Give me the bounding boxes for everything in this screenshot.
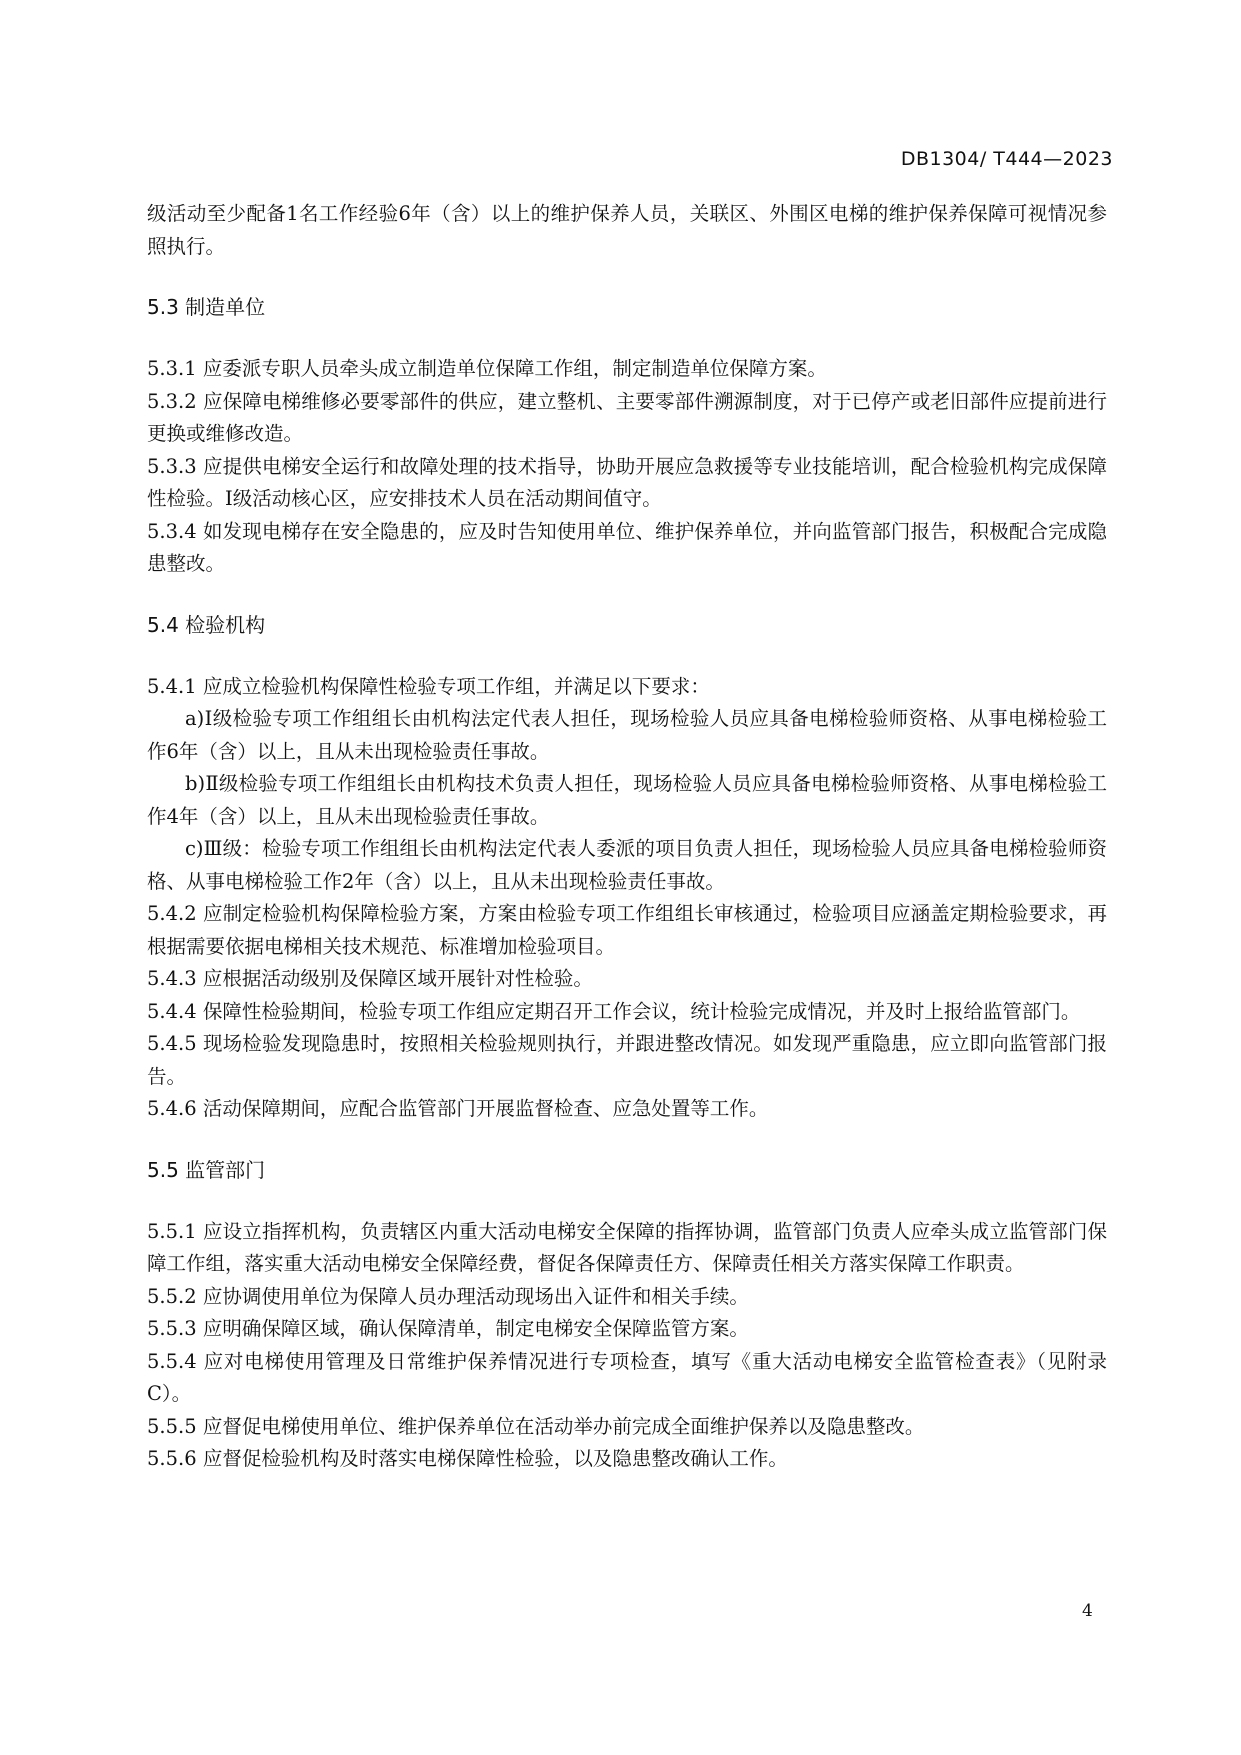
clause-5-5-1: 5.5.1 应设立指挥机构，负责辖区内重大活动电梯安全保障的指挥协调，监管部门负责人应牵头成立监管部门保障工作组，落实重大活动电梯安全保障经费，督促各保障责任方、保障责任相关方落实保障工作职责。 (147, 1219, 1107, 1275)
clause-5-5-5: 5.5.5 应督促电梯使用单位、维护保养单位在活动举办前完成全面维护保养以及隐患整改。 (147, 1414, 925, 1438)
page-number: 4 (1082, 1601, 1093, 1621)
section-title-5-3: 5.3 制造单位 (147, 295, 266, 319)
clause-5-3-3: 5.3.3 应提供电梯安全运行和故障处理的技术指导，协助开展应急救援等专业技能培训，配合检验机构完成保障性检验。I级活动核心区，应安排技术人员在活动期间值守。 (147, 454, 1107, 510)
clause-5-4-1-a: a)Ⅰ级检验专项工作组组长由机构法定代表人担任，现场检验人员应具备电梯检验师资格、从事电梯检验工作6年（含）以上，且从未出现检验责任事故。 (147, 707, 1107, 763)
intro-paragraph: 级活动至少配备1名工作经验6年（含）以上的维护保养人员，关联区、外围区电梯的维护保养保障可视情况参照执行。 (147, 202, 1107, 258)
clause-5-3-1: 5.3.1 应委派专职人员牵头成立制造单位保障工作组，制定制造单位保障方案。 (147, 357, 827, 380)
clause-5-5-4: 5.5.4 应对电梯使用管理及日常维护保养情况进行专项检查，填写《重大活动电梯安全监管检查表》（见附录C）。 (147, 1349, 1107, 1405)
document-body (147, 198, 1107, 1476)
clause-5-4-1: 5.4.1 应成立检验机构保障性检验专项工作组，并满足以下要求： (147, 674, 710, 698)
clause-5-5-6: 5.5.6 应督促检验机构及时落实电梯保障性检验，以及隐患整改确认工作。 (147, 1447, 788, 1470)
clause-5-4-3: 5.4.3 应根据活动级别及保障区域开展针对性检验。 (147, 967, 593, 990)
clause-5-5-2: 5.5.2 应协调使用单位为保障人员办理活动现场出入证件和相关手续。 (147, 1284, 749, 1308)
clause-5-4-4: 5.4.4 保障性检验期间，检验专项工作组应定期召开工作会议，统计检验完成情况，并及时上报给监管部门。 (147, 999, 1081, 1023)
clause-5-4-1-c: c)Ⅲ级：检验专项工作组组长由机构法定代表人委派的项目负责人担任，现场检验人员应具备电梯检验师资格、从事电梯检验工作2年（含）以上，且从未出现检验责任事故。 (147, 837, 1107, 893)
clause-5-3-4: 5.3.4 如发现电梯存在安全隐患的，应及时告知使用单位、维护保养单位，并向监管部门报告，积极配合完成隐患整改。 (147, 519, 1107, 575)
clause-5-4-5: 5.4.5 现场检验发现隐患时，按照相关检验规则执行，并跟进整改情况。如发现严重隐患，应立即向监管部门报告。 (147, 1032, 1107, 1088)
section-title-5-4: 5.4 检验机构 (147, 612, 266, 637)
section-title-5-5: 5.5 监管部门 (147, 1157, 266, 1182)
clause-5-4-2: 5.4.2 应制定检验机构保障检验方案，方案由检验专项工作组组长审核通过，检验项目应涵盖定期检验要求，再根据需要依据电梯相关技术规范、标准增加检验项目。 (147, 902, 1107, 958)
standard-code: DB1304/ T444—2023 (900, 148, 1113, 170)
clause-5-5-3: 5.5.3 应明确保障区域，确认保障清单，制定电梯安全保障监管方案。 (147, 1317, 749, 1340)
clause-5-4-1-b: b)Ⅱ级检验专项工作组组长由机构技术负责人担任，现场检验人员应具备电梯检验师资格、从事电梯检验工作4年（含）以上，且从未出现检验责任事故。 (147, 772, 1107, 828)
clause-5-4-6: 5.4.6 活动保障期间，应配合监管部门开展监督检查、应急处置等工作。 (147, 1097, 769, 1120)
clause-5-3-2: 5.3.2 应保障电梯维修必要零部件的供应，建立整机、主要零部件溯源制度，对于已停产或老旧部件应提前进行更换或维修改造。 (147, 389, 1107, 445)
